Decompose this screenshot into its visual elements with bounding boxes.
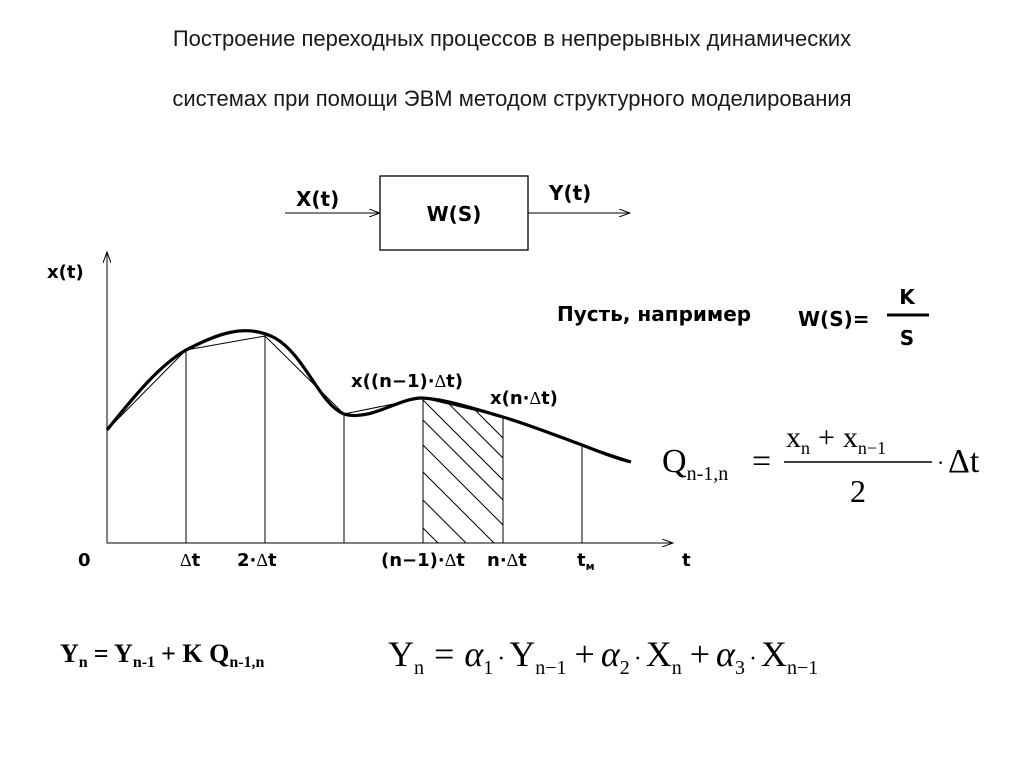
svg-text:tм: $t_м$: [577, 550, 595, 573]
q-numerator: $x_n + x_{n-1}$: [786, 421, 887, 458]
tick-n1dt: [381, 550, 465, 571]
title-line-1: Построение переходных процессов в непрерывных динамических: [172, 26, 852, 51]
tick-dt: [180, 550, 201, 571]
example-numerator: K: [899, 285, 915, 309]
svg-text:x((n−1)·Δt): x((n−1)·Δt): [351, 371, 463, 392]
label-curr-point: [490, 388, 558, 409]
example-lhs: W(S)=: [798, 307, 870, 331]
svg-text:Yn= Yn-1+ K Qn-1,n: Yn = Yn-1 + K Qn-1,n: [60, 639, 265, 671]
block-diagram: [285, 176, 630, 250]
svg-text:Yn=α1·Yn−1+α2·Xn+α3·Xn−1: $Y_n = \alpha_1$ · $Y_{n-1} + \alpha_2$ · $X_n + \alpha_3$ · $X_{n-1}$: [388, 634, 819, 679]
output-label: Y(t): [549, 181, 592, 205]
formula-q: [662, 421, 980, 509]
svg-text:2·Δt: 2·Δt: [237, 550, 277, 571]
origin-label: 0: [78, 550, 91, 571]
block-label: W(S): [426, 202, 482, 226]
tick-2dt: [237, 550, 277, 571]
q-symbol: $Q_{n-1,n}$: [662, 443, 729, 485]
example-denominator: S: [899, 326, 915, 350]
q-dt: Δt: [948, 443, 980, 480]
title-line-2: системах при помощи ЭВМ методом структурного моделирования: [172, 86, 852, 111]
x-axis-label: t: [682, 550, 691, 571]
svg-text:Δt: Δt: [180, 550, 201, 571]
input-label: X(t): [296, 187, 340, 211]
q-equals: =: [752, 443, 772, 480]
tick-tm: [577, 550, 595, 573]
formula-y-general: [388, 634, 818, 679]
y-axis-label: x(t): [47, 262, 84, 283]
formula-y-recursive: [60, 639, 265, 671]
example-text: Пусть, например: [557, 302, 752, 326]
trapezoid-area: [423, 395, 560, 608]
q-multiply: ·: [937, 450, 945, 475]
label-prev-point: [351, 371, 463, 392]
svg-text:x(n·Δt): x(n·Δt): [490, 388, 558, 409]
q-denominator: 2: [850, 473, 866, 509]
example-transfer-function: [557, 285, 929, 350]
svg-text:(n−1)·Δt: (n−1)·Δt: [381, 550, 465, 571]
tick-ndt: [487, 550, 527, 571]
svg-text:n·Δt: n·Δt: [487, 550, 527, 571]
